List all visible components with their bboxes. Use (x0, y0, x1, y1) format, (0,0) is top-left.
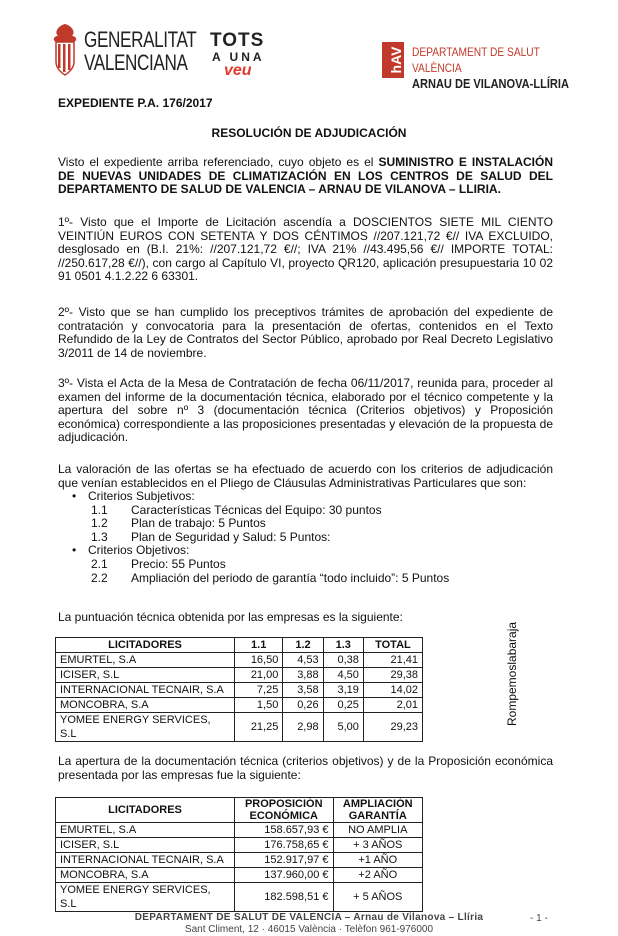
criteria-list (72, 490, 552, 585)
col-header: LICITADORES (56, 798, 235, 823)
list-item (72, 517, 552, 531)
col-header: 1.1 (235, 638, 283, 653)
item-text: Ampliación del periodo de garantía “todo incluido”: 5 Puntos (131, 570, 450, 585)
list-item (72, 504, 552, 518)
technical-score-table (55, 637, 423, 742)
col-header (333, 798, 422, 823)
cell-score: 2,98 (283, 713, 323, 742)
list-item (72, 531, 552, 545)
item-text: Precio: 55 Puntos (131, 556, 226, 571)
paragraph-1: 1º- Visto que el Importe de Licitación ascendía a DOSCIENTOS SIETE MIL CIENTO VEINTIÚN EUROS CON SETENTA Y DOS CÉNTIMOS //207.121,72 €// IVA EXCLUIDO, desglosado en (B.I. 21%: //207.121,72 €//; IVA 21% //43.495,56 €// IMPORTE TOTAL: //250.617,28 €//), con cargo al Capítulo VI, proyecto QR120, aplicación presupuestaria 10 02 91 0501 4.1.2.22 6 63301. (58, 215, 553, 284)
footer-line-2: Sant Climent, 12 · 46015 València · Telèfon 961-976000 (184, 924, 434, 935)
generalitat-bat-emblem-icon (48, 22, 82, 77)
cell-score: 0,25 (323, 698, 363, 713)
cell-company: EMURTEL, S.A (56, 823, 235, 838)
svg-text:hAV: hAV (388, 46, 404, 74)
cell-score: 29,23 (363, 713, 422, 742)
col-header-line: PROPOSICIÓN (244, 798, 323, 810)
cell-company: MONCOBRA, S.A (56, 698, 235, 713)
intro-text: Visto el expediente arriba referenciado, cuyo objeto es el (58, 155, 379, 169)
list-item: • Criterios Subjetivos: (72, 490, 552, 504)
cell-score: 0,38 (323, 653, 363, 668)
cell-amount: 182.598,51 € (235, 883, 334, 912)
side-vertical-text (505, 596, 521, 726)
col-header: LICITADORES (56, 638, 235, 653)
cell-guarantee: + 5 AÑOS (333, 883, 422, 912)
gv-line-2: VALENCIANA (84, 50, 188, 75)
footer (0, 912, 618, 936)
col-header-line: AMPLIACIÓN (342, 798, 413, 810)
tots-line-3: veu (224, 62, 252, 79)
cell-guarantee: +2 AÑO (333, 868, 422, 883)
table-row (56, 823, 423, 838)
cell-score: 3,58 (283, 683, 323, 698)
department-name (412, 44, 587, 92)
paragraph-4: La valoración de las ofertas se ha efectuado de acuerdo con los criterios de adjudicación que venían establecidos en el Pliego de Cláusulas Administrativas Particulares que son: (58, 462, 553, 490)
item-number: 1.1 (91, 502, 108, 517)
table-row (56, 683, 423, 698)
cell-score: 3,88 (283, 668, 323, 683)
col-header (235, 798, 334, 823)
cell-company: INTERNACIONAL TECNAIR, S.A (56, 683, 235, 698)
hav-department-logo-icon (380, 40, 406, 80)
cell-company: INTERNACIONAL TECNAIR, S.A (56, 853, 235, 868)
side-text: Rompemoslabaraja (505, 621, 519, 726)
item-number: 2.2 (91, 570, 108, 585)
table-header-row (56, 638, 423, 653)
item-number: 1.3 (91, 529, 108, 544)
dept-line-2: ARNAU DE VILANOVA-LLÍRIA (412, 76, 569, 91)
page-number: - 1 - (530, 913, 548, 924)
tots-a-una-veu-logo (210, 32, 265, 78)
economic-proposal-table (55, 797, 423, 912)
cell-score: 16,50 (235, 653, 283, 668)
paragraph-5: La puntuación técnica obtenida por las empresas es la siguiente: (58, 610, 403, 624)
item-text: Plan de trabajo: 5 Puntos (131, 516, 266, 531)
table-row (56, 868, 423, 883)
col-header-line: GARANTÍA (348, 810, 407, 822)
cell-guarantee: +1 AÑO (333, 853, 422, 868)
cell-score: 29,38 (363, 668, 422, 683)
cell-score: 1,50 (235, 698, 283, 713)
table-row (56, 838, 423, 853)
cell-guarantee: NO AMPLIA (333, 823, 422, 838)
cell-amount: 137.960,00 € (235, 868, 334, 883)
list-item (72, 558, 552, 572)
cell-score: 2,01 (363, 698, 422, 713)
paragraph-2: 2º- Visto que se han cumplido los preceptivos trámites de aprobación del expediente de contratación y convocatoria para la presentación de ofertas, contenidos en el Texto Refundido de la Ley de Contratos del Sector Público, aprobado por Real Decreto Legislativo 3/2011 de 14 de noviembre. (58, 305, 553, 360)
dept-line-1: DEPARTAMENT DE SALUT VALÈNCIA (412, 45, 540, 75)
expediente-number: EXPEDIENTE P.A. 176/2017 (58, 96, 213, 110)
cell-company: YOMEE ENERGY SERVICES, S.L (56, 713, 235, 742)
document-title: RESOLUCIÓN DE ADJUDICACIÓN (211, 126, 407, 140)
list-item: • Criterios Objetivos: (72, 544, 552, 558)
tots-line-2: A UNA (212, 50, 265, 64)
cell-score: 5,00 (323, 713, 363, 742)
cell-amount: 152.917,97 € (235, 853, 334, 868)
table-row (56, 653, 423, 668)
cell-company: MONCOBRA, S.A (56, 868, 235, 883)
table-row (56, 668, 423, 683)
table-row (56, 713, 423, 742)
cell-score: 4,50 (323, 668, 363, 683)
paragraph-3: 3º- Vista el Acta de la Mesa de Contratación de fecha 06/11/2017, reunida para, proceder al examen del informe de la documentación técnica, elaborado por el técnico competente y la apertura del sobre nº 3 (documentación técnica (Criterios objetivos) y Proposición económica) correspondiente a las proposiciones presentadas y elevación de la propuesta de adjudicación. (58, 376, 553, 445)
cell-score: 3,19 (323, 683, 363, 698)
gv-line-1: GENERALITAT (84, 27, 197, 52)
item-number: 1.2 (91, 516, 108, 531)
cell-score: 21,00 (235, 668, 283, 683)
item-number: 2.1 (91, 556, 108, 571)
intro-object-bold: SUMINISTRO E INSTALACIÓN DE NUEVAS UNIDADES DE CLIMATIZACIÓN EN LOS CENTROS DE SALUD DEL DEPARTAMENTO DE SALUD DE VALENCIA – ARNAU DE VILANOVA – LLIRIA. (58, 155, 553, 197)
generalitat-wordmark (84, 28, 196, 74)
col-header: 1.3 (323, 638, 363, 653)
cell-guarantee: + 3 AÑOS (333, 838, 422, 853)
cell-score: 21,25 (235, 713, 283, 742)
tots-line-1: TOTS (210, 30, 265, 51)
paragraph-intro (58, 156, 553, 197)
col-header: 1.2 (283, 638, 323, 653)
cell-score: 21,41 (363, 653, 422, 668)
table-row (56, 698, 423, 713)
col-header-line: ECONÓMICA (249, 810, 318, 822)
cell-score: 7,25 (235, 683, 283, 698)
cell-company: EMURTEL, S.A (56, 653, 235, 668)
table-row (56, 883, 423, 912)
item-text: Características Técnicas del Equipo: 30 puntos (131, 502, 382, 517)
cell-company: ICISER, S.L (56, 668, 235, 683)
cell-score: 14,02 (363, 683, 422, 698)
cell-score: 0,26 (283, 698, 323, 713)
footer-line-1: DEPARTAMENT DE SALUT DE VALÈNCIA – Arnau de Vilanova – Llíria (134, 912, 484, 923)
cell-score: 4,53 (283, 653, 323, 668)
table-header-row (56, 798, 423, 823)
list-item (72, 572, 552, 586)
table-row (56, 853, 423, 868)
item-text: Plan de Seguridad y Salud: 5 Puntos: (131, 529, 331, 544)
col-header: TOTAL (363, 638, 422, 653)
paragraph-6: La apertura de la documentación técnica (criterios objetivos) y de la Proposición económica presentada por las empresas fue la siguiente: (58, 754, 553, 782)
cell-amount: 158.657,93 € (235, 823, 334, 838)
cell-amount: 176.758,65 € (235, 838, 334, 853)
cell-company: ICISER, S.L (56, 838, 235, 853)
cell-company: YOMEE ENERGY SERVICES, S.L (56, 883, 235, 912)
